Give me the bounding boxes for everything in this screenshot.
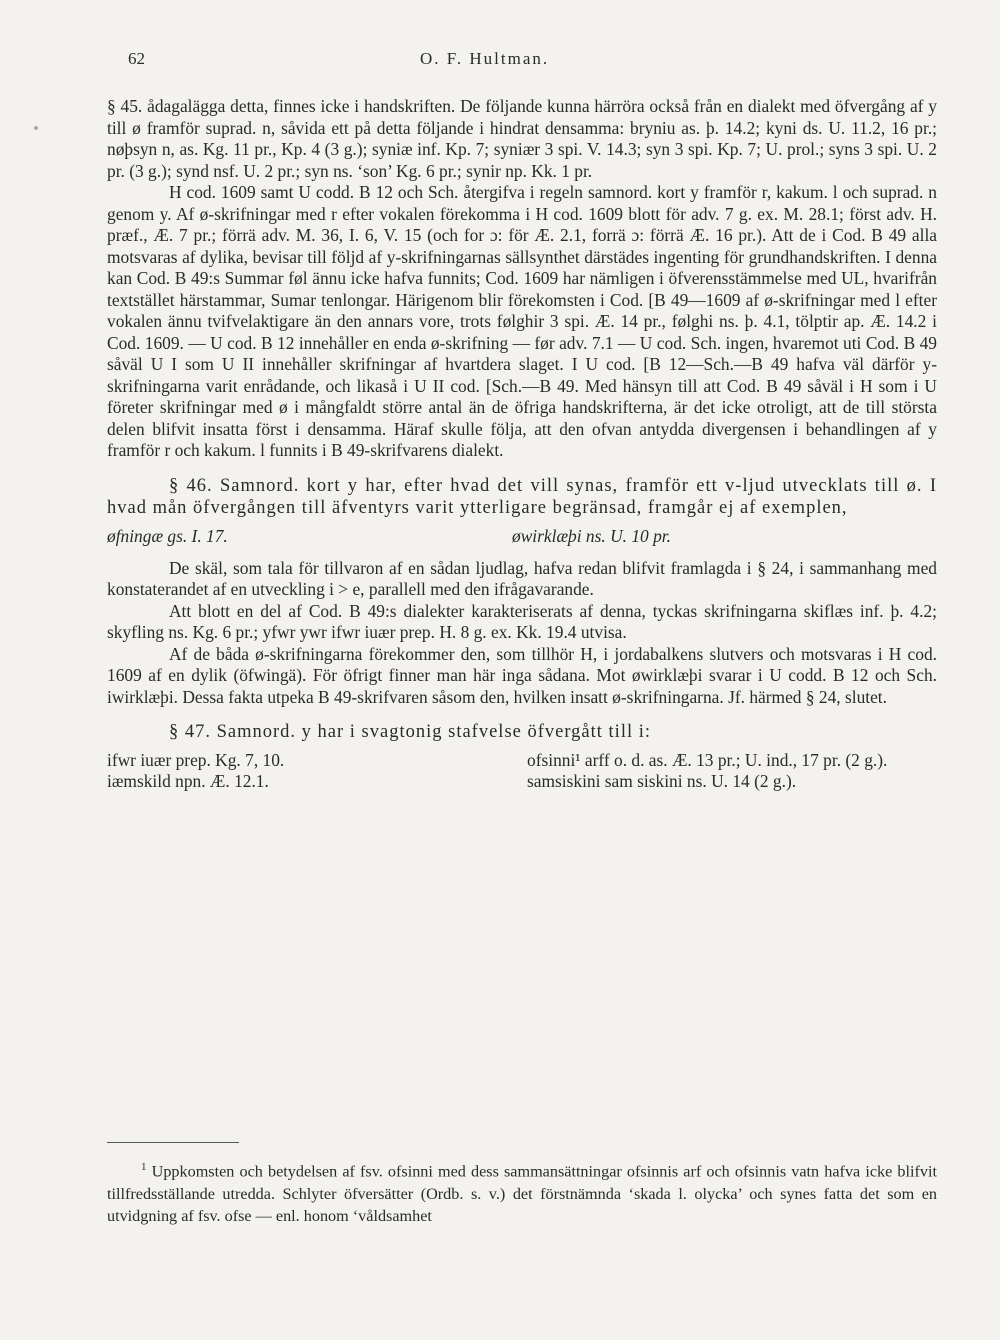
example-right: øwirklæþi ns. U. 10 pr. (512, 525, 671, 546)
page-number: 62 (128, 49, 145, 68)
page-header (0, 49, 1000, 73)
examples-47-left (107, 750, 487, 793)
footnote-text: Uppkomsten och betydelsen af fsv. ofsinni med dess sammansättningar ofsinnis arf och ofsinnis vatn hafva icke blifvit tillfredsställande utredda. Schlyter öfversätter (Ordb. s. v.) det förstnämnda ‘skada l. olycka’ och synes fatta det som en utvidgning af fsv. ofse — enl. honom ‘våldsamhet (107, 1162, 937, 1226)
paragraph-46-skrifningar: Af de båda ø-skrifningarna förekommer den, som tillhör H, i jordabalkens slutvers och motsvaras i H cod. 1609 af en dylik (öfwingä). För öfrigt finner man här inga sådana. Mot øwirklæþi svarar i U codd. B 12 och Sch. iwirklæþi. Dessa fakta utpeka B 49-skrifvaren såsom den, hvilken insatt ø-skrifningarna. Jf. härmed § 24, slutet. (107, 643, 937, 707)
example-ofsinni: ofsinni¹ arff o. d. as. Æ. 13 pr.; U. ind., 17 pr. (2 g.). (527, 749, 888, 770)
example-left: øfningæ gs. I. 17. (107, 525, 228, 546)
margin-speck (34, 126, 38, 130)
paragraph-45-continued: § 45. ådagalägga detta, finnes icke i handskriften. De följande kunna härröra också från en dialekt med öfvergång af y till ø framför suprad. n, såvida ett på detta följande i hindrat densamma: bryniu as. þ. 14.2; kyni ds. U. 11.2, 16 pr.; nøþsyn n, as. Kg. 11 pr., Kp. 4 (3 g.); syniæ inf. Kp. 7; syniær 3 spi. V. 14.3; syn 3 spi. Kp. 7; U. prol.; syns 3 spi. U. 2 pr. (3 g.); synd nsf. U. 2 pr.; syn ns. ‘son’ Kg. 6 pr.; synir np. Kk. 1 pr. (107, 96, 937, 181)
example-ifwr: ifwr iuær prep. Kg. 7, 10. (107, 749, 285, 770)
paragraph-46-dialects: Att blott en del af Cod. B 49:s dialekter karakteriserats af denna, tyckas skrifningarna skiflæs inf. þ. 4.2; skyfling ns. Kg. 6 pr.; yfwr ywr ifwr iuær prep. H. 8 g. ex. Kk. 19.4 utvisa. (107, 600, 937, 642)
example-row-46 (107, 526, 937, 550)
footnote-rule (107, 1142, 239, 1143)
examples-47 (107, 750, 937, 848)
examples-47-right (527, 750, 942, 793)
running-head: O. F. Hultman. (420, 49, 550, 68)
footnote-mark: 1 (141, 1161, 147, 1173)
example-iaemskild: iæmskild npn. Æ. 12.1. (107, 771, 269, 791)
paragraph-46-reasons: De skäl, som tala för tillvaron af en sådan ljudlag, hafva redan blifvit framlagda i § 24, i sammanhang med konstaterandet af en utveckling i > e, parallell med den ifrågavarande. (107, 557, 937, 599)
section-47-heading: § 47. Samnord. y har i svagtonig stafvelse öfvergått till i: (169, 722, 652, 742)
example-samsiskini: samsiskini sam siskini ns. U. 14 (2 g.). (527, 771, 797, 791)
section-46-heading: § 46. Samnord. kort y har, efter hvad det vill synas, framför ett v-ljud utvecklats till ø. I hvad mån öfvergången till äfventyrs varit ytterligare begränsad, framgår ej af exemplen, (107, 475, 937, 518)
paragraph-45-discussion: H cod. 1609 samt U codd. B 12 och Sch. återgifva i regeln samnord. kort y framför r, kakum. l och suprad. n genom y. Af ø-skrifningar med r efter vokalen förekomma i H cod. 1609 blott för adv. 7 g. ex. M. 28.1; först adv. H. præf., Æ. 7 pr.; förrä adv. M. 36, I. 6, V. 15 (och for ɔ: för Æ. 2.1, forrä ɔ: förrä Æ. 16 pr.). Att de i Cod. B 49 alla motsvaras af dylika, bevisar till följd af y-skrifningarnas sällsynthet därstädes ingenting för grundhandskriften. I denna kan Cod. B 49:s Summar føl ännu icke hafva funnits; Cod. 1609 har nämligen i öfverensstämmelse med UL, hvarifrån textstället härstammar, Sumar tenlongar. Härigenom blir förekomsten i Cod. [B 49—1609 af ø-skrifningar med l efter vokalen ännu tvifvelaktigare än den annars vore, trots følghir 3 spi. Æ. 14 pr., følghi ns. þ. 4.1, tölptir ap. Æ. 14.2 i Cod. 1609. — U cod. B 12 innehåller en enda ø-skrifning — før adv. 7.1 — U cod. Sch. ingen, hvaremot uti Cod. B 49 såväl U I som U II innehåller skrifningar af hvartdera slaget. I U cod. [B 12—Sch.—B 49 hafva väl därför y-skrifningarna varit enrådande, och likaså i U II cod. [Sch.—B 49. Med hänsyn till att Cod. B 49 såväl i H som i U företer skrifningar med ø i mångfaldt större antal än de öfriga handskrifterna, är det icke otroligt, att de till största delen blifvit insatta först i densamma. Häraf skulle följa, att den ofvan antydda divergensen i behandlingen af y framför r och kakum. l funnits i B 49-skrifvarens dialekt. (107, 182, 937, 460)
main-text (107, 96, 937, 848)
footnote (107, 1156, 937, 1228)
